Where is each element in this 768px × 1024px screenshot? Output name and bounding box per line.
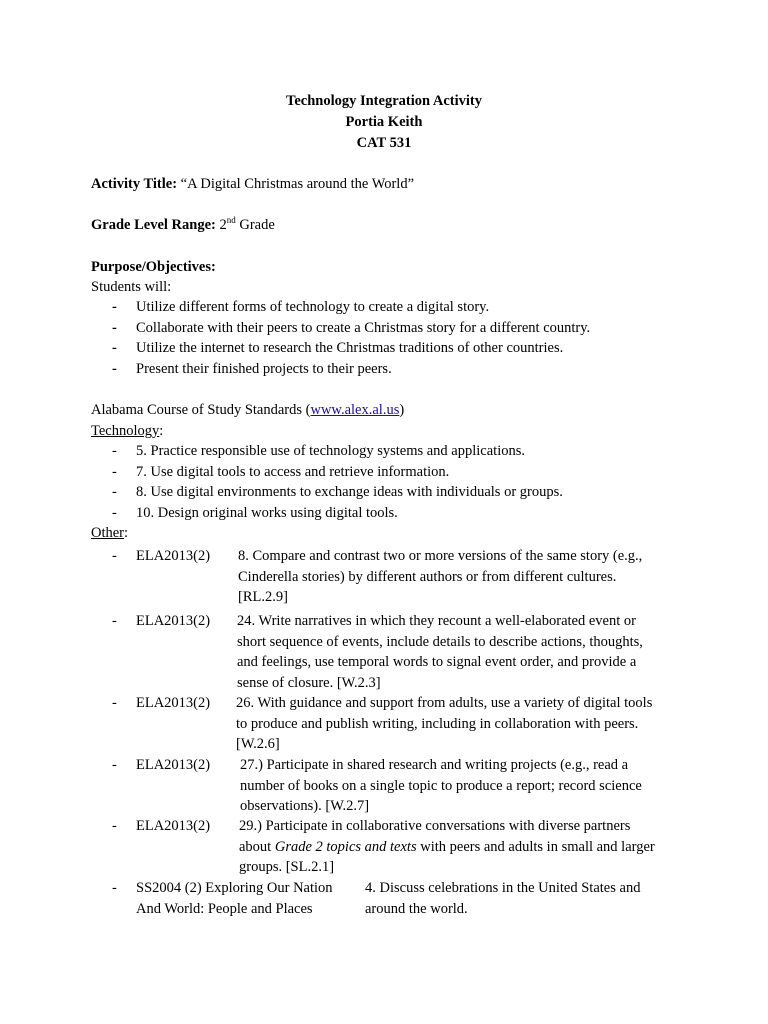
- code-line: SS2004 (2) Exploring Our Nation: [136, 880, 333, 896]
- description-line: groups. [SL.2.1]: [239, 859, 335, 875]
- grade-level-value: [219, 217, 274, 233]
- document-header: [0, 91, 768, 154]
- standards-intro: [91, 400, 404, 421]
- other-colon: :: [124, 525, 129, 541]
- description-line: and feelings, use temporal words to signal event order, and provide a: [237, 654, 637, 670]
- description-line: 4. Discuss celebrations in the United States and: [365, 880, 641, 896]
- other-standard-dash: [112, 816, 136, 837]
- objective-text: Present their finished projects to their peers.: [136, 361, 392, 377]
- other-heading: [91, 523, 128, 544]
- bullet-dash: -: [112, 757, 117, 773]
- description-fragment: with peers and adults in small and larger: [416, 838, 655, 855]
- description-line: number of books on a single topic to produce a report; record science: [240, 777, 642, 794]
- tech-standard-item: [112, 503, 398, 524]
- bullet-dash: -: [112, 340, 117, 356]
- standard-description: [236, 693, 686, 755]
- bullet-dash: -: [112, 613, 117, 629]
- description-line: 24. Write narratives in which they recount a well-elaborated event or: [237, 613, 636, 629]
- standard-code: ELA2013(2): [136, 757, 211, 773]
- objective-text: Utilize different forms of technology to create a digital story.: [136, 299, 490, 315]
- description-line: 26. With guidance and support from adults, use a variety of digital tools: [236, 695, 653, 711]
- author-name: Portia Keith: [345, 114, 423, 130]
- description-line: observations). [W.2.7]: [240, 798, 370, 814]
- description-line: 27.) Participate in shared research and writing projects (e.g., read a: [240, 757, 629, 773]
- bullet-dash: -: [112, 443, 117, 459]
- standard-code: [136, 878, 333, 919]
- grade-level-label: Grade Level Range:: [91, 217, 216, 233]
- tech-standard-item: [112, 462, 449, 483]
- bullet-dash: -: [112, 880, 117, 896]
- technology-heading: [91, 421, 163, 442]
- tech-standard-text: 7. Use digital tools to access and retrieve information.: [136, 464, 450, 480]
- bullet-dash: -: [112, 484, 117, 500]
- grade-word: Grade: [239, 217, 275, 233]
- other-label: Other: [91, 525, 125, 541]
- description-line: [RL.2.9]: [238, 589, 288, 605]
- standard-code: ELA2013(2): [136, 695, 211, 711]
- purpose-heading: Purpose/Objectives:: [91, 259, 216, 275]
- tech-standard-item: [112, 441, 525, 462]
- grade-level-row: [91, 215, 275, 236]
- other-standard-dash: [112, 693, 136, 714]
- objective-item: [112, 338, 563, 359]
- code-line: And World: People and Places: [136, 900, 313, 917]
- course-code: CAT 531: [356, 135, 412, 151]
- description-line: around the world.: [365, 900, 468, 917]
- standard-description: [237, 611, 687, 693]
- standard-description: [238, 546, 688, 608]
- activity-title-label: Activity Title:: [91, 176, 178, 192]
- standard-code: ELA2013(2): [136, 613, 211, 629]
- description-line: sense of closure. [W.2.3]: [237, 674, 381, 691]
- bullet-dash: -: [112, 548, 117, 564]
- description-line: short sequence of events, include details to describe actions, thoughts,: [237, 633, 643, 650]
- activity-title-row: [91, 174, 414, 195]
- description-line: [239, 837, 689, 858]
- activity-title-value: “A Digital Christmas around the World”: [180, 176, 415, 192]
- tech-standard-text: 8. Use digital environments to exchange ideas with individuals or groups.: [136, 484, 563, 500]
- standard-description: [239, 816, 689, 878]
- tech-standard-text: 5. Practice responsible use of technology systems and applications.: [136, 443, 525, 459]
- technology-colon: :: [159, 423, 164, 439]
- purpose-intro: Students will:: [91, 279, 172, 295]
- objective-item: [112, 359, 392, 380]
- other-standard-dash: [112, 546, 136, 567]
- description-line: 29.) Participate in collaborative conversations with diverse partners: [239, 818, 631, 834]
- document-title: Technology Integration Activity: [285, 93, 483, 109]
- standard-code: ELA2013(2): [136, 818, 211, 834]
- description-line: to produce and publish writing, including in collaboration with peers.: [236, 715, 639, 732]
- technology-label: Technology: [91, 423, 160, 439]
- bullet-dash: -: [112, 818, 117, 834]
- objective-item: [112, 297, 489, 318]
- description-line: Cinderella stories) by different authors or from different cultures.: [238, 568, 617, 585]
- standards-intro-suffix: ): [399, 402, 405, 418]
- bullet-dash: -: [112, 299, 117, 315]
- grade-suffix: nd: [226, 215, 236, 226]
- other-standard-dash: [112, 611, 136, 632]
- tech-standard-text: 10. Design original works using digital tools.: [136, 505, 398, 521]
- objective-text: Utilize the internet to research the Christmas traditions of other countries.: [136, 340, 564, 356]
- standard-description: [365, 878, 755, 919]
- bullet-dash: -: [112, 320, 117, 336]
- bullet-dash: -: [112, 464, 117, 480]
- grade-number: 2: [219, 217, 227, 233]
- description-line: [W.2.6]: [236, 736, 280, 752]
- description-line: 8. Compare and contrast two or more versions of the same story (e.g.,: [238, 548, 643, 564]
- other-standard-dash: [112, 755, 136, 776]
- bullet-dash: -: [112, 505, 117, 521]
- tech-standard-item: [112, 482, 563, 503]
- description-italic: Grade 2 topics and texts: [274, 838, 417, 855]
- objective-text: Collaborate with their peers to create a Christmas story for a different country.: [136, 320, 591, 336]
- description-fragment: about: [239, 838, 275, 855]
- standards-intro-prefix: Alabama Course of Study Standards (: [91, 402, 311, 418]
- alex-link[interactable]: www.alex.al.us: [310, 402, 400, 418]
- standard-code: ELA2013(2): [136, 548, 211, 564]
- objective-item: [112, 318, 590, 339]
- bullet-dash: -: [112, 695, 117, 711]
- standard-description: [240, 755, 690, 817]
- bullet-dash: -: [112, 361, 117, 377]
- other-standard-dash: [112, 878, 136, 899]
